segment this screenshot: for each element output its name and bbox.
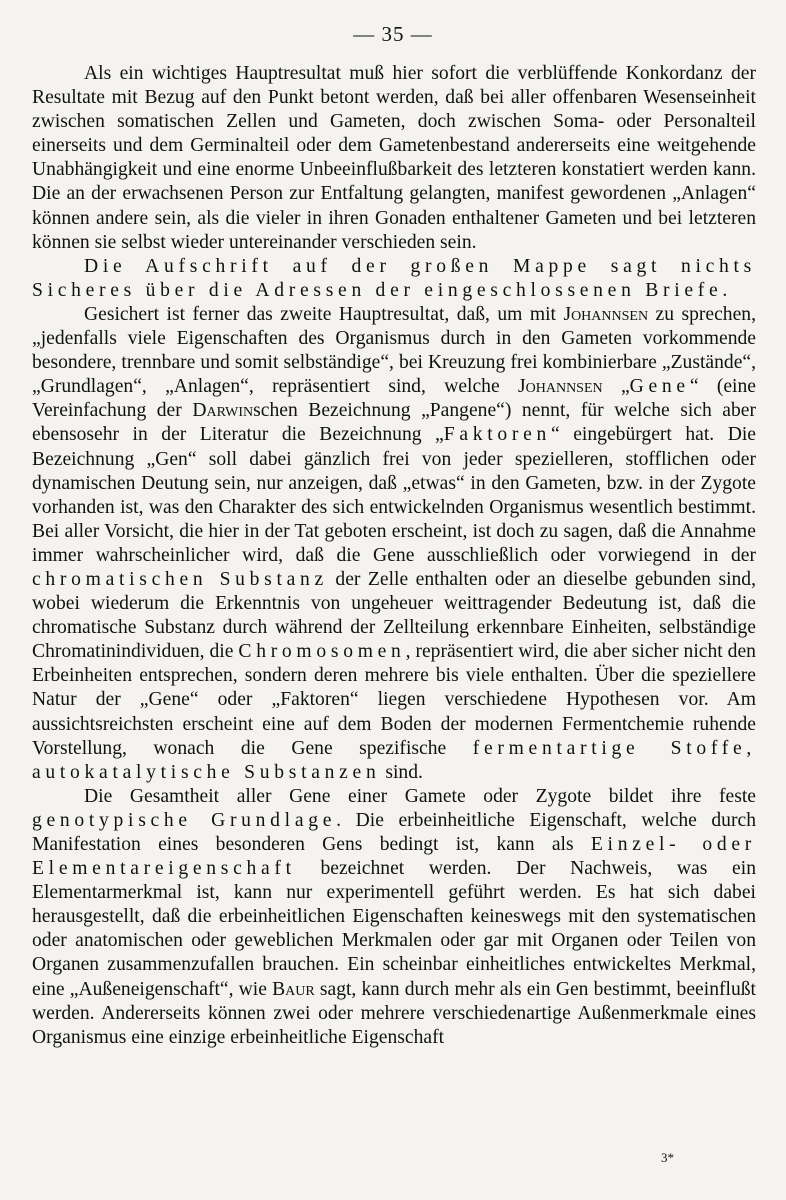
paragraph-aufschrift bbox=[32, 255, 756, 303]
text-run: „ bbox=[602, 376, 630, 398]
text-run: schen Bezeichnung „Pangene“) nennt, für welche sich aber ebensosehr in der Literatur die Bezeichnung „ bbox=[32, 400, 757, 446]
body-text bbox=[32, 62, 756, 1050]
text-run: der Zelle enthalten oder an dieselbe gebunden sind, wobei wiederum die Erkenntnis von ungeheuer weittragender Bedeutung ist, daß die chromatische Substanz durch während der Zellteilung erkennbare Einheiten, selbständige Chromatinindividuen, die bbox=[32, 568, 757, 663]
spaced-emphasis: fermentartige Stoffe, autokatalytische Substanzen bbox=[32, 737, 756, 783]
text-run: , repräsentiert wird, die aber sicher nicht den Erbeinheiten entsprechen, sondern deren mehrere bis viele enthalten. Über die speziellere Natur der „Gene“ oder „Faktoren“ liegen verschiedene Hypothesen vor. Am aussichtsreichsten erscheint eine auf dem Boden der modernen Fermentchemie ruhende Vorstellung, wonach die Gene spezifische bbox=[32, 641, 756, 759]
spaced-emphasis: Die Aufschrift auf der großen Mappe sagt nichts Sicheres über die Adressen der eingeschlossenen Briefe. bbox=[32, 255, 756, 301]
spaced-emphasis: Faktoren bbox=[443, 424, 552, 446]
small-caps-name: Johannsen bbox=[518, 376, 603, 398]
text-run: bezeichnet werden. Der Nachweis, was ein Elementarmerkmal ist, kann nur experimentell geführt werden. Es hat sich dabei herausgestellt, daß die erbeinheitlichen Eigenschaften keineswegs mit den systematischen oder anatomischen oder geweblichen Merkmalen oder gar mit Organen oder Teilen von Organen zusammenzufallen brauchen. Ein scheinbar einheitliches entwickeltes Merkmal, eine „Außeneigenschaft“, wie bbox=[32, 858, 756, 1000]
text-run: sind. bbox=[380, 761, 423, 783]
text-run: sagt, kann durch mehr als ein Gen bestimmt, beeinflußt werden. Andererseits können zwei oder mehrere verschiedenartige Außenmerkmale eines Organismus eine einzige erbeinheitliche Eigenschaft bbox=[32, 978, 756, 1048]
text-run: Gesichert ist ferner das zweite Hauptresultat, daß, um mit bbox=[84, 303, 564, 325]
text-run: “ eingebürgert hat. Die Bezeichnung „Gen“ soll dabei gänzlich frei von jeder spezielleren, stofflichen oder dynamischen Deutung sein, nur anzeigen, daß „etwas“ in den Gameten, bzw. in der Zygote vorhanden ist, was den Charakter des sich entwickelnden Organismus wesentlich bestimmt. Bei aller Vorsicht, die hier in der Tat geboten erscheint, ist doch zu sagen, daß die Annahme immer wahrscheinlicher wird, daß die Gene ausschließlich oder vorwiegend in der bbox=[32, 424, 756, 566]
spaced-emphasis: Gene bbox=[629, 376, 690, 398]
paragraph-genotypische-grundlage bbox=[32, 785, 756, 1050]
signature-mark: 3* bbox=[661, 1150, 674, 1165]
spaced-emphasis: Chromosomen bbox=[238, 641, 406, 663]
text-run: . Die erbeinheitliche Eigenschaft, welche durch Manifestation eines besonderen Gens bedingt ist, kann als bbox=[32, 809, 756, 855]
small-caps-name: Darwin bbox=[192, 400, 254, 422]
small-caps-name: Baur bbox=[272, 978, 315, 1000]
spaced-emphasis: Einzel- oder Elementareigenschaft bbox=[32, 834, 756, 880]
paragraph-gene bbox=[32, 303, 756, 785]
text-run: Die Gesamtheit aller Gene einer Gamete oder Zygote bildet ihre feste bbox=[84, 785, 756, 807]
text-run: zu sprechen, „jedenfalls viele Eigenschaften des Organismus durch in den Gameten vorkommende besondere, trennbare und somit selbständige“, bei Kreuzung frei kombinierbare „Zustände“, „Grundlagen“, „Anlagen“, repräsentiert sind, welche bbox=[32, 303, 756, 398]
text-run: “ (eine Vereinfachung der bbox=[32, 376, 756, 422]
page-number: — 35 — bbox=[353, 22, 433, 46]
text-run: Als ein wichtiges Hauptresultat muß hier sofort die verblüffende Konkordanz der Resultate mit Bezug auf den Punkt betont werden, daß bei aller offenbaren Wesenseinheit zwischen somatischen Zellen und Gameten, doch zwischen Soma- oder Personalteil einerseits und dem Germinalteil oder dem Gametenbestand andererseits eine weitgehende Unabhängigkeit und eine enorme Unbeeinflußbarkeit des letzteren konstatiert werden kann. Die an der erwachsenen Person zur Entfaltung gelangten, manifest gewordenen „Anlagen“ können andere sein, als die vieler in ihren Gonaden enthaltener Gameten und bei letzteren können sie selbst wieder untereinander verschieden sein. bbox=[32, 63, 756, 253]
paragraph-hauptresultat bbox=[32, 62, 756, 255]
spaced-emphasis: chromatischen Substanz bbox=[32, 568, 328, 590]
spaced-emphasis: genotypische Grundlage bbox=[32, 809, 337, 831]
small-caps-name: Johannsen bbox=[563, 303, 649, 325]
